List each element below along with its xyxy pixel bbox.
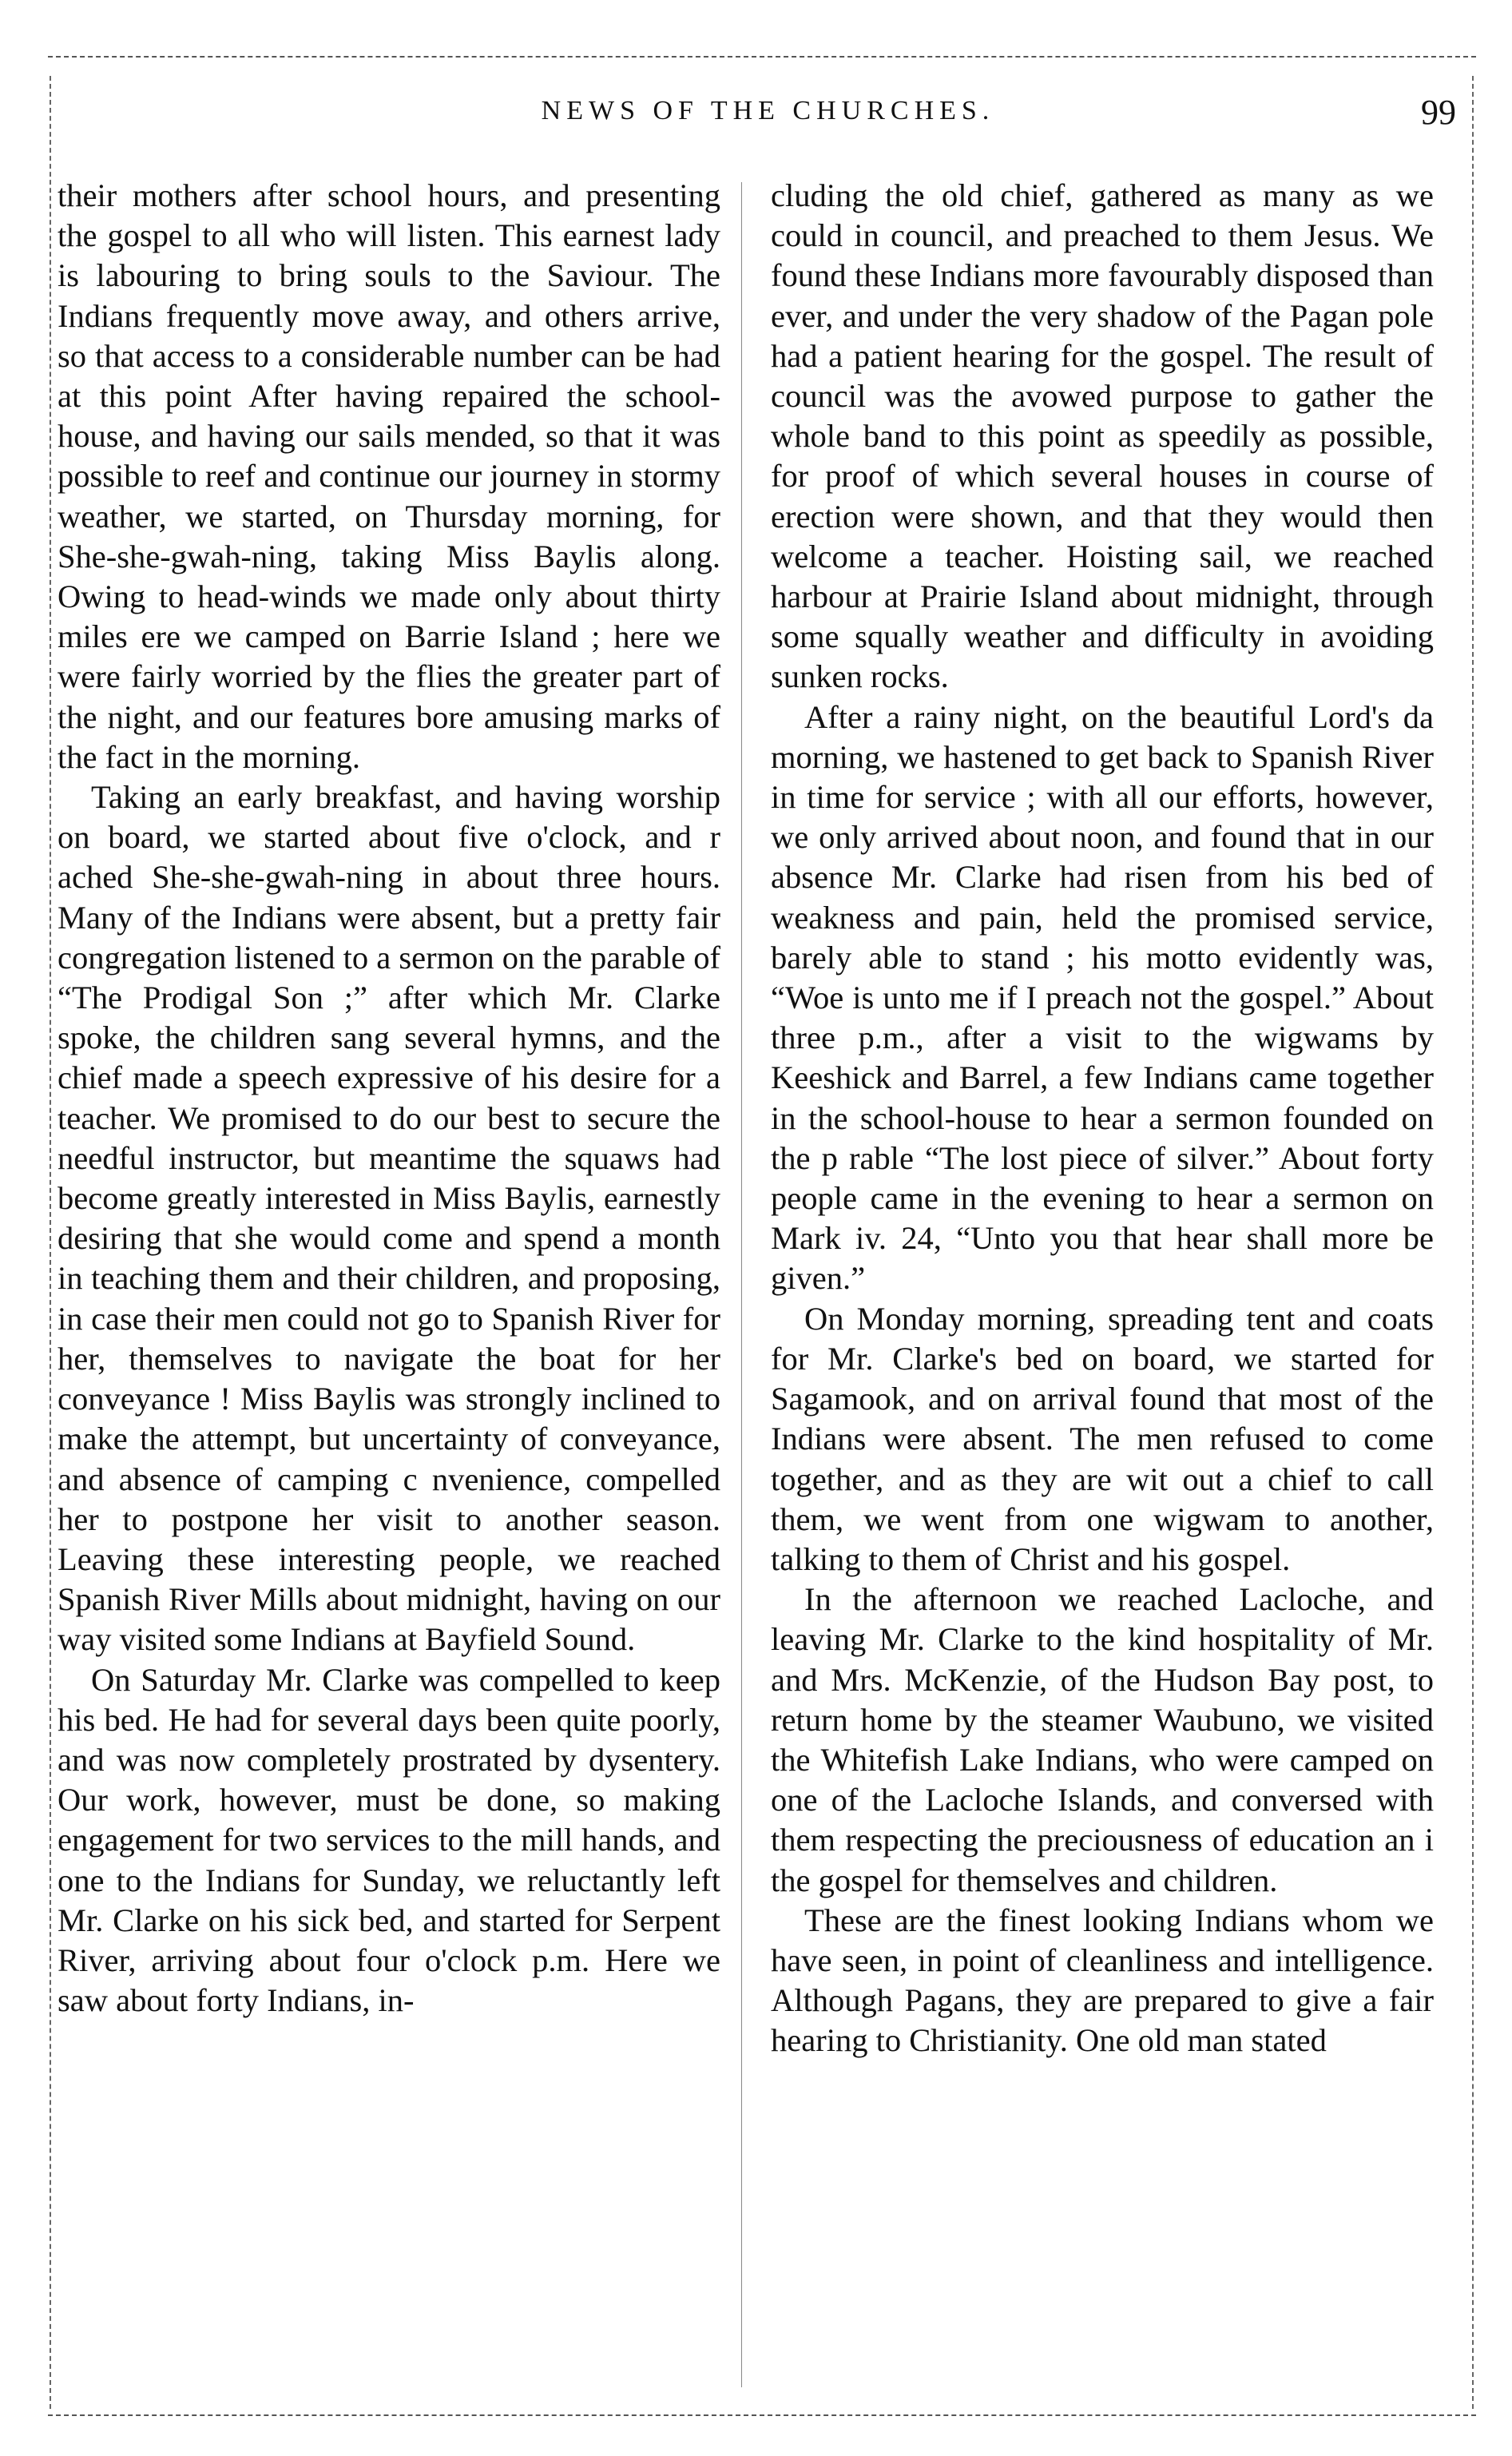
paragraph: After a rainy night, on the beautiful Lord's da morning, we hastened to get back to Spanish River in time for service ; with all our efforts, however, we only arrived about noon, and found that in our absence Mr. Clarke had risen from his bed of weakness and pain, held the promised service, barely able to stand ; his motto evidently was, “Woe is unto me if I preach not the gospel.” About three p.m., after a visit to the wigwams by Keeshick and Barrel, a few Indians came together in the school-house to hear a sermon founded on the p rable “The lost piece of silver.” About forty people came in the evening to hear a sermon on Mark iv. 24, “Unto you that hear shall more be given.” <box>771 698 1434 1297</box>
left-border <box>50 76 51 2409</box>
left-column <box>58 176 720 2021</box>
paragraph: cluding the old chief, gathered as many as we could in council, and preached to them Jesus. We found these Indians more favourably disposed than ever, and under the very shadow of the Pagan pole had a patient hearing for the gospel. The result of council was the avowed purpose to gather the whole band to this point as speedily as possible, for proof of which several houses in course of erection were shown, and that they would then welcome a teacher. Hoisting sail, we reached harbour at Prairie Island about midnight, through some squally weather and difficulty in avoiding sunken rocks. <box>771 177 1434 695</box>
right-border <box>1472 76 1474 2409</box>
running-title: NEWS OF THE CHURCHES. <box>541 96 995 125</box>
paragraph: These are the finest looking Indians whom we have seen, in point of cleanliness and intelligence. Although Pagans, they are prepared to give a fair hearing to Christianity. One old man stated <box>771 1902 1434 2059</box>
bottom-border <box>48 2414 1476 2416</box>
paragraph: Taking an early breakfast, and having worship on board, we started about five o'clock, and r ached She-she-gwah-ning in about three hours. Many of the Indians were absent, but a pretty fair congregation listened to a sermon on the parable of “The Prodigal Son ;” after which Mr. Clarke spoke, the children sang several hymns, and the chief made a speech expressive of his desire for a teacher. We promised to do our best to secure the needful instructor, but meantime the squaws had become greatly interested in Miss Baylis, earnestly desiring that she would come and spend a month in teaching them and their children, and proposing, in case their men could not go to Spanish River for her, themselves to navigate the boat for her conveyance ! Miss Baylis was strongly inclined to make the attempt, but uncertainty of conveyance, and absence of camping c nvenience, compelled her to postpone her visit to another season. Leaving these interesting people, we reached Spanish River Mills about midnight, having on our way visited some Indians at Bayfield Sound. <box>58 779 720 1658</box>
page-number: 99 <box>1421 93 1456 132</box>
page-header <box>80 92 1456 140</box>
column-divider <box>741 182 742 2387</box>
paragraph: On Saturday Mr. Clarke was compelled to keep his bed. He had for several days been quite poorly, and was now completely prostrated by dysentery. Our work, however, must be done, so making engagement for two services to the mill hands, and one to the Indians for Sunday, we reluctantly left Mr. Clarke on his sick bed, and started for Serpent River, arriving about four o'clock p.m. Here we saw about forty Indians, in- <box>58 1661 720 2019</box>
paragraph: On Monday morning, spreading tent and coats for Mr. Clarke's bed on board, we started for Sagamook, and on arrival found that most of the Indians were absent. The men refused to come together, and as they are wit out a chief to call them, we went from one wigwam to another, talking to them of Christ and his gospel. <box>771 1300 1434 1577</box>
paragraph: In the afternoon we reached Lacloche, and leaving Mr. Clarke to the kind hospitality of Mr. and Mrs. McKenzie, of the Hudson Bay post, to return home by the steamer Waubuno, we visited the Whitefish Lake Indians, who were camped on one of the Lacloche Islands, and conversed with them respecting the preciousness of education an i the gospel for themselves and children. <box>771 1581 1434 1898</box>
right-column <box>771 176 1434 2061</box>
paragraph: their mothers after school hours, and presenting the gospel to all who will listen. This earnest lady is labouring to bring souls to the Saviour. The Indians frequently move away, and others arrive, so that access to a considerable number can be had at this point After having repaired the school-house, and having our sails mended, so that it was possible to reef and continue our journey in stormy weather, we started, on Thursday morning, for She-she-gwah-ning, taking Miss Baylis along. Owing to head-winds we made only about thirty miles ere we camped on Barrie Island ; here we were fairly worried by the flies the greater part of the night, and our features bore amusing marks of the fact in the morning. <box>58 177 720 775</box>
top-border <box>48 56 1476 58</box>
